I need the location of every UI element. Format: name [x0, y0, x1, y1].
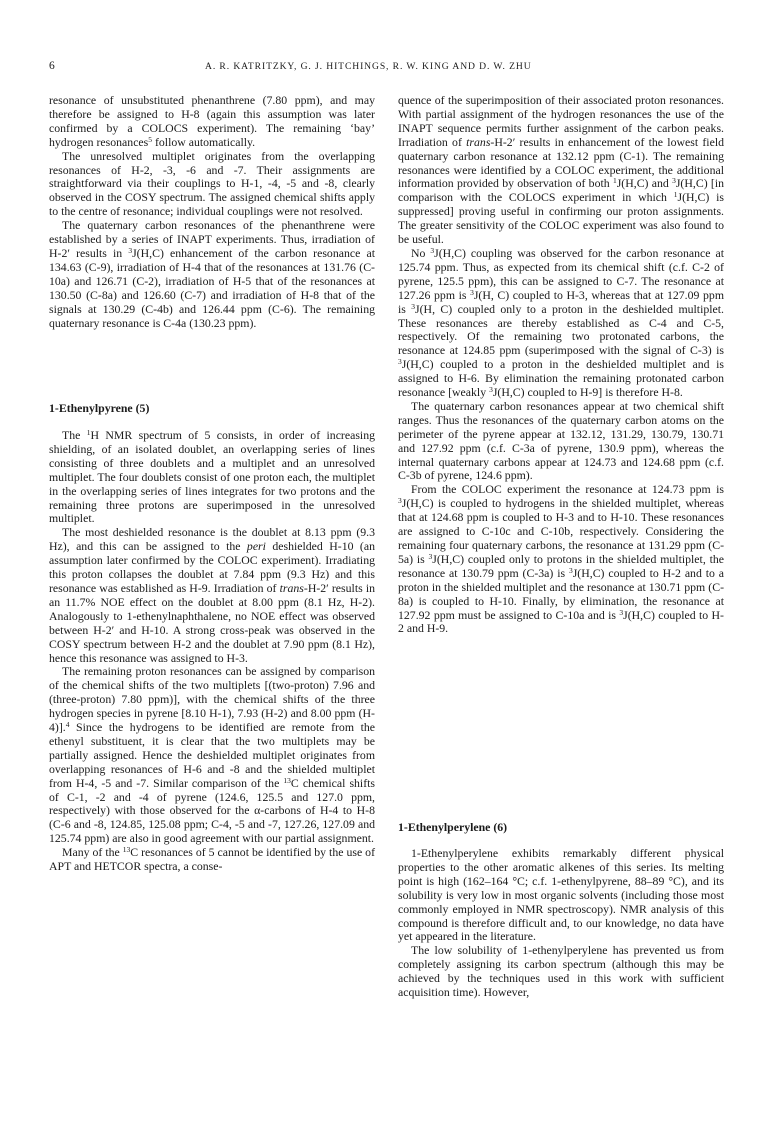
paragraph: Many of the $^{13}$C resonances of 5 cannot be identified by the use of APT and HETCOR spectra, a conse-	[49, 845, 376, 874]
paragraph: No $^3$J(H,C) coupling was observed for the carbon resonance at 125.74 ppm. Thus, as expected from its chemical shift (c.f. C-2 of pyrene, 125.5 ppm), this can be assigned to C-7. The resonance at 127.26 ppm is $^3$J(H, C) coupled to H-3, whereas that at 127.09 ppm is $^3$J(H, C) coupled only to a proton in the deshielded multiplet. These resonances are thereby established as C-4 and C-5, respectively. Of the remaining two protonated carbons, the resonance at 124.85 ppm (superimposed with the signal of C-3) is $^3$J(H,C) coupled to a proton in the deshielded multiplet and is assigned to H-6. By elimination the remaining protonated carbon resonance [weakly $^3$J(H,C) coupled to H-9] is therefore H-8.	[398, 245, 724, 400]
paragraph: 1-Ethenylperylene exhibits remarkably different physical properties to the other aromatic alkenes of this series. Its melting point is high (162–164 °C; c.f. 1-ethenylpyrene, 88–89 °C), and its solubility is very low in most organic solvents (including those most commonly employed in NMR spectroscopy). NMR analysis of this compound is therefore difficult and, to our knowledge, no data have yet appeared in the literature.	[398, 846, 724, 944]
left-bottom-block	[49, 429, 375, 874]
right-column	[398, 94, 724, 1000]
paragraph: The low solubility of 1-ethenylperylene has prevented us from completely assigning its carbon spectrum (although this may be achieved by the techniques used in this work with sufficient acquisition time). However,	[398, 943, 724, 1000]
paragraph: The $^1$H NMR spectrum of 5 consists, in order of increasing shielding, of an isolated doublet, an overlapping series of lines consisting of three doublets and a multiplet and an unresolved multiplet. The four doublets consist of one proton each, the multiplet in the overlapping series of lines integrates for two protons and the remaining three protons are superimposed in the unresolved multiplet.	[49, 428, 375, 526]
paragraph: The quaternary carbon resonances appear at two chemical shift ranges. Thus the resonances of the quaternary carbon atoms on the perimeter of the pyrene appear at 132.12, 131.29, 130.79, 130.71 and 127.92 ppm (c.f. C-3a of pyrene, 130.9 ppm), whereas the internal quaternary carbons appear at 124.73 and 124.68 ppm (c.f. C-3b of pyrene, 124.6 ppm).	[398, 398, 724, 483]
paragraph: quence of the superimposition of their associated proton resonances. With partial assignment of the hydrogen resonances the use of the INAPT sequence permits further assignment of the carbon peaks. Irradiation of trans-H-2′ results in enhancement of the lowest field quaternary carbon resonance at 132.12 ppm (C-1). The remaining resonances were identified by a COLOC experiment, the additional information provided by observation of both $^1$J(H,C) and $^3$J(H,C) [in comparison with the COLOCS experiment in which $^1$J(H,C) is suppressed] proving useful in confirming our proton assignments. The greater sensitivity of the COLOC experiment was also found to be useful.	[398, 93, 725, 247]
section-heading-ethenylperylene: 1-Ethenylperylene (6)	[398, 820, 508, 834]
paragraph: From the COLOC experiment the resonance at 124.73 ppm is $^3$J(H,C) is coupled to hydrogens in the shielded multiplet, whereas that at 124.68 ppm is coupled to H-3 and to H-10. These resonances are assigned to C-10c and C-10b, respectively. Considering the remaining four quaternary carbons, the resonance at 131.29 ppm (C-5a) is $^3$J(H,C) coupled only to protons in the shielded multiplet, the resonance at 130.79 ppm (C-3a) is $^3$J(H,C) coupled to H-2 and to a proton in the shielded multiplet and the resonance at 130.71 ppm (C-8a) is coupled to H-10. Finally, by elimination, the resonance at 127.92 ppm must be assigned to C-10a and is $^3$J(H,C) coupled to H-2 and H-9.	[398, 482, 724, 636]
paragraph: The most deshielded resonance is the doublet at 8.13 ppm (9.3 Hz), and this can be assigned to the peri deshielded H-10 (an assumption later confirmed by the COLOC experiment). Irradiating this proton collapses the doublet at 7.84 ppm (9.3 Hz) and this resonance was established as H-9. Irradiation of trans-H-2′ results in an 11.7% NOE effect on the doublet at 8.00 ppm (8.1 Hz, H-2). Analogously to 1-ethenylnaphthalene, no NOE effect was observed between H-2′ and H-10. A strong cross-peak was observed in the COSY spectrum between H-2 and the doublet at 7.90 ppm (8.1 Hz), hence this resonance was assigned to H-3.	[49, 525, 375, 665]
right-top-block	[398, 94, 724, 774]
paragraph: The remaining proton resonances can be assigned by comparison of the chemical shifts of the two multiplets [(two-proton) 7.96 and (three-proton) 7.80 ppm)], with the chemical shifts of the three hydrogen species in pyrene [8.10 H-1), 7.93 (H-2) and 8.00 ppm (H-4)].$^4$ Since the hydrogens to be identified are remote from the ethenyl substituent, it is clear that the two multiplets may be partially assigned. Hence the deshielded multiplet originates from overlapping resonances of H-6 and -8 and the shielded multiplet from H-4, -5 and -7. Similar comparison of the $^{13}$C chemical shifts of C-1, -2 and -4 of pyrene (124.6, 125.5 and 127.0 ppm, respectively) with those observed for the α-carbons of H-4 to H-8 (C-6 and -8, 124.85, 125.08 ppm; C-4, -5 and -7, 127.26, 127.09 and 125.74 ppm) are also in good agreement with our partial assignment.	[49, 664, 376, 846]
paragraph: resonance of unsubstituted phenanthrene (7.80 ppm), and may therefore be assigned to H-8 (again this assumption was later confirmed by a COLOCS experiment). The remaining ‘bay’ hydrogen resonances$^5$ follow automatically.	[49, 93, 375, 149]
right-bottom-block	[398, 847, 724, 1000]
paragraph: The unresolved multiplet originates from the overlapping resonances of H-2, -3, -6 and -7. Their assignments are straightforward via their couplings to H-1, -4, -5 and -8, clearly observed in the COSY spectrum. The assigned chemical shifts apply to the centre of resonance; individual couplings were not resolved.	[49, 148, 375, 219]
paragraph: The quaternary carbon resonances of the phenanthrene were established by a series of INAPT experiments. Thus, irradiation of H-2′ results in $^3$J(H,C) enhancement of the carbon resonance at 134.63 (C-9), irradiation of H-4 that of the resonances at 131.76 (C-10a) and 126.71 (C-2), irradiation of H-5 that of the resonances at 130.50 (C-8a) and 126.60 (C-7) and irradiation of H-8 that of the signals at 130.29 (C-4b) and 126.44 ppm (C-6). The remaining quaternary resonance is C-4a (130.23 ppm).	[49, 218, 375, 330]
left-column	[49, 94, 375, 874]
page-header	[0, 60, 772, 76]
running-title: A. R. KATRITZKY, G. J. HITCHINGS, R. W. KING AND D. W. ZHU	[205, 61, 532, 72]
left-top-block	[49, 94, 375, 359]
page-number: 6	[49, 60, 55, 72]
section-heading-ethenylpyrene: 1-Ethenylpyrene (5)	[49, 401, 150, 415]
